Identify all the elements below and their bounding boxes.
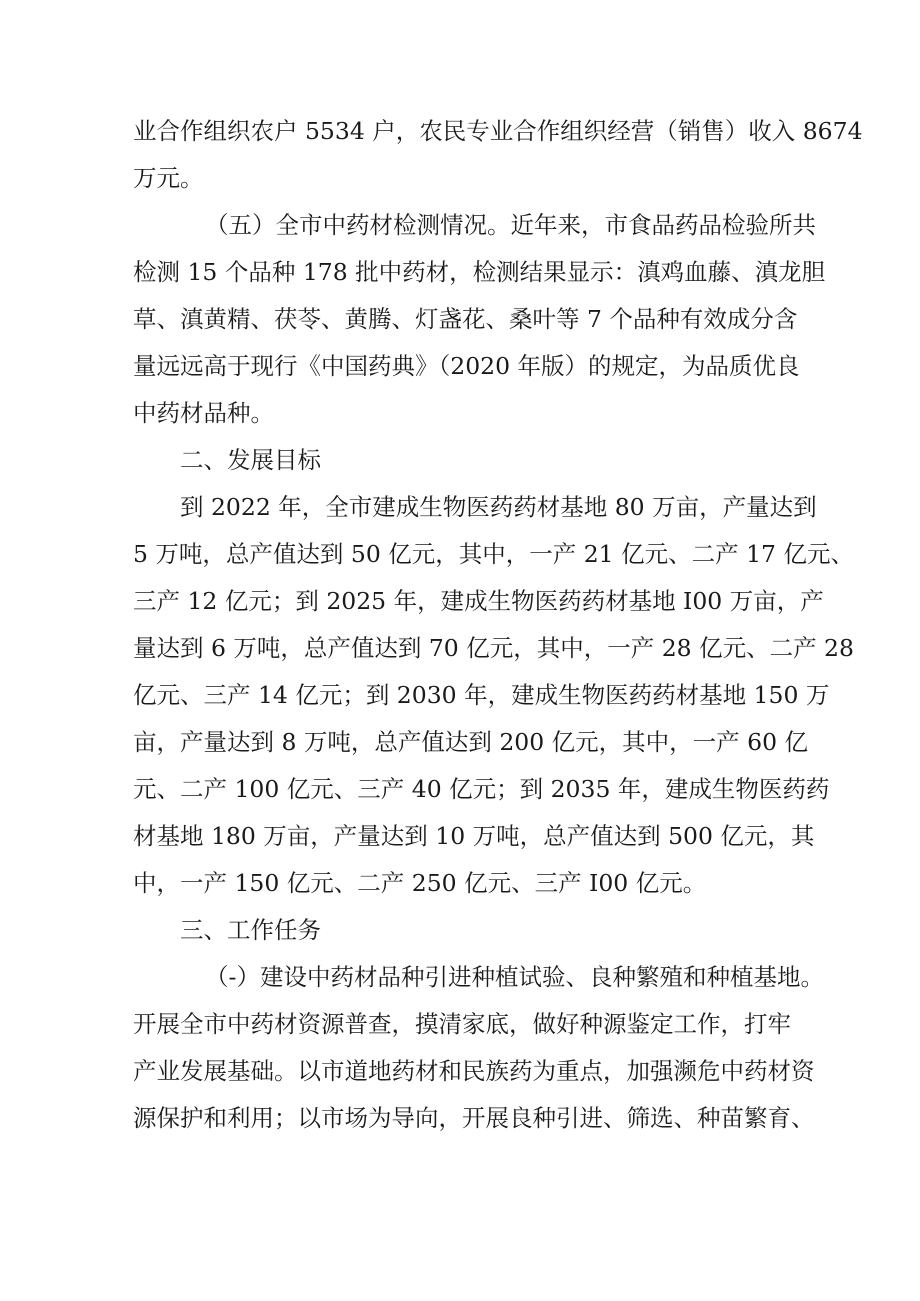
- subsection-heading: （-）建设中药材品种引进种植试验、良种繁殖和种植基地。: [205, 963, 824, 991]
- text-line: 产业发展基础。以市道地药材和民族药为重点，加强濒危中药材资: [133, 1057, 815, 1085]
- paragraph-start: 到 2022 年，全市建成生物医药药材基地 80 万亩，产量达到: [180, 493, 817, 521]
- text-line: 5 万吨，总产值达到 50 亿元，其中，一产 21 亿元、二产 17 亿元、: [133, 540, 854, 568]
- text-line: 中，一产 150 亿元、二产 250 亿元、三产 I00 亿元。: [133, 869, 707, 897]
- text-line: 万元。: [133, 164, 204, 192]
- text-line: 业合作组织农户 5534 户，农民专业合作组织经营（销售）收入 8674: [133, 117, 863, 145]
- document-page: [133, 108, 863, 1142]
- text-line: 三产 12 亿元；到 2025 年，建成生物医药药材基地 I00 万亩，产: [133, 587, 824, 615]
- text-line: 元、二产 100 亿元、三产 40 亿元；到 2035 年，建成生物医药药: [133, 775, 830, 803]
- text-line: 亩，产量达到 8 万吨，总产值达到 200 亿元，其中，一产 60 亿: [133, 728, 809, 756]
- text-line: 量远远高于现行《中国药典》（2020 年版）的规定，为品质优良: [133, 352, 800, 380]
- text-line: 中药材品种。: [133, 399, 274, 427]
- text-line: 亿元、三产 14 亿元；到 2030 年，建成生物医药药材基地 150 万: [133, 681, 830, 709]
- text-line: 开展全市中药材资源普查，摸清家底，做好种源鉴定工作，打牢: [133, 1010, 791, 1038]
- section-paragraph-start: （五）全市中药材检测情况。近年来，市食品药品检验所共: [205, 211, 816, 239]
- text-line: 源保护和利用；以市场为导向，开展良种引进、筛选、种苗繁育、: [133, 1104, 815, 1132]
- text-line: 材基地 180 万亩，产量达到 10 万吨，总产值达到 500 亿元，其: [133, 822, 815, 850]
- text-line: 检测 15 个品种 178 批中药材，检测结果显示：滇鸡血藤、滇龙胆: [133, 258, 826, 286]
- text-line: 草、滇黄精、茯苓、黄腾、灯盏花、桑叶等 7 个品种有效成分含: [133, 305, 798, 333]
- text-line: 量达到 6 万吨，总产值达到 70 亿元，其中，一产 28 亿元、二产 28: [133, 634, 854, 662]
- section-heading-development-goals: 二、发展目标: [180, 446, 321, 474]
- section-heading-work-tasks: 三、工作任务: [180, 916, 321, 944]
